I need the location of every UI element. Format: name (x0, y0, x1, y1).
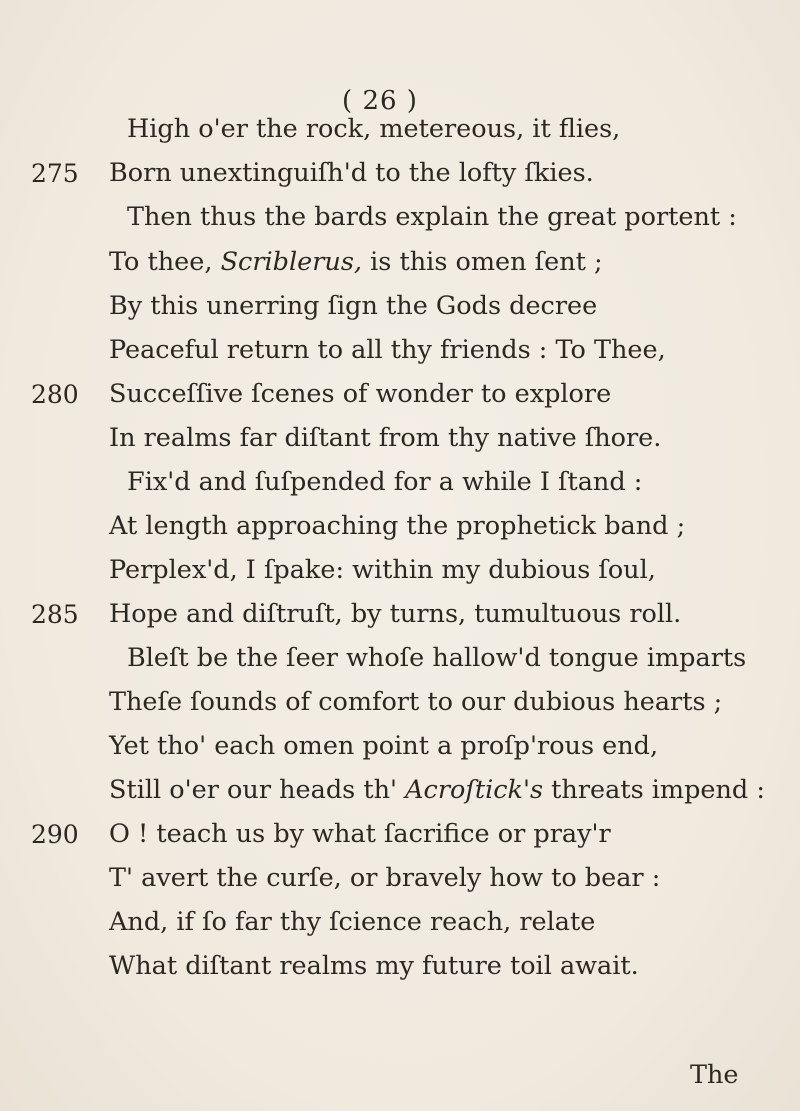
verse-line (127, 467, 643, 497)
line-text: Hope and diſtruſt, by turns, tumultuous roll. (109, 599, 682, 629)
line-text: In realms far diſtant from thy native ſhore. (109, 423, 662, 453)
line-post: is this omen ſent ; (362, 247, 603, 277)
line-text: Perplex'd, I ſpake: within my dubious ſoul, (109, 555, 656, 585)
line-text: Fix'd and ſuſpended for a while I ſtand : (127, 467, 643, 497)
line-italic: Acroſtick's (405, 775, 544, 805)
verse-line (31, 819, 611, 849)
line-text: T' avert the curſe, or bravely how to bear : (109, 863, 661, 893)
verse-line (109, 291, 598, 321)
verse-line (109, 863, 661, 893)
verse-line (109, 687, 723, 717)
line-text: Peaceful return to all thy friends : To Thee, (109, 335, 666, 365)
verse-line (109, 423, 662, 453)
catchword: The (690, 1060, 739, 1090)
verse-line (31, 158, 594, 188)
line-text: And, if ſo far thy ſcience reach, relate (109, 907, 596, 937)
verse-line (127, 114, 621, 144)
verse-line (127, 202, 737, 232)
line-text: Bleſt be the ſeer whoſe hallow'd tongue imparts (127, 643, 747, 673)
verse-line (31, 379, 612, 409)
verse-line (109, 951, 639, 981)
line-text: Theſe ſounds of comfort to our dubious hearts ; (109, 687, 723, 717)
line-number: 280 (31, 380, 79, 409)
line-number: 275 (31, 159, 79, 188)
line-text: Born unextinguiſh'd to the lofty ſkies. (109, 158, 594, 188)
line-text: High o'er the rock, metereous, it flies, (127, 114, 621, 144)
line-italic: Scriblerus, (220, 247, 363, 277)
page-number: ( 26 ) (342, 86, 418, 116)
verse-line (109, 555, 656, 585)
verse-line (109, 335, 666, 365)
line-post: threats impend : (543, 775, 765, 805)
verse-line (109, 775, 765, 805)
verse-line (127, 643, 747, 673)
verse-line (31, 599, 682, 629)
line-number: 290 (31, 820, 79, 849)
line-text: What diſtant realms my future toil await. (109, 951, 639, 981)
line-pre: Still o'er our heads th' (109, 775, 406, 805)
line-text: At length approaching the prophetick band ; (109, 511, 686, 541)
line-text: Yet tho' each omen point a proſp'rous end, (109, 731, 659, 761)
line-number: 285 (31, 600, 79, 629)
line-text: By this unerring ſign the Gods decree (109, 291, 598, 321)
verse-line (109, 511, 686, 541)
line-text: Succeſſive ſcenes of wonder to explore (109, 379, 612, 409)
line-text: O ! teach us by what ſacrifice or pray'r (109, 819, 611, 849)
verse-line (109, 247, 603, 277)
line-text: Then thus the bards explain the great portent : (127, 202, 737, 232)
verse-line (109, 731, 659, 761)
verse-line (109, 907, 596, 937)
line-pre: To thee, (109, 247, 221, 277)
